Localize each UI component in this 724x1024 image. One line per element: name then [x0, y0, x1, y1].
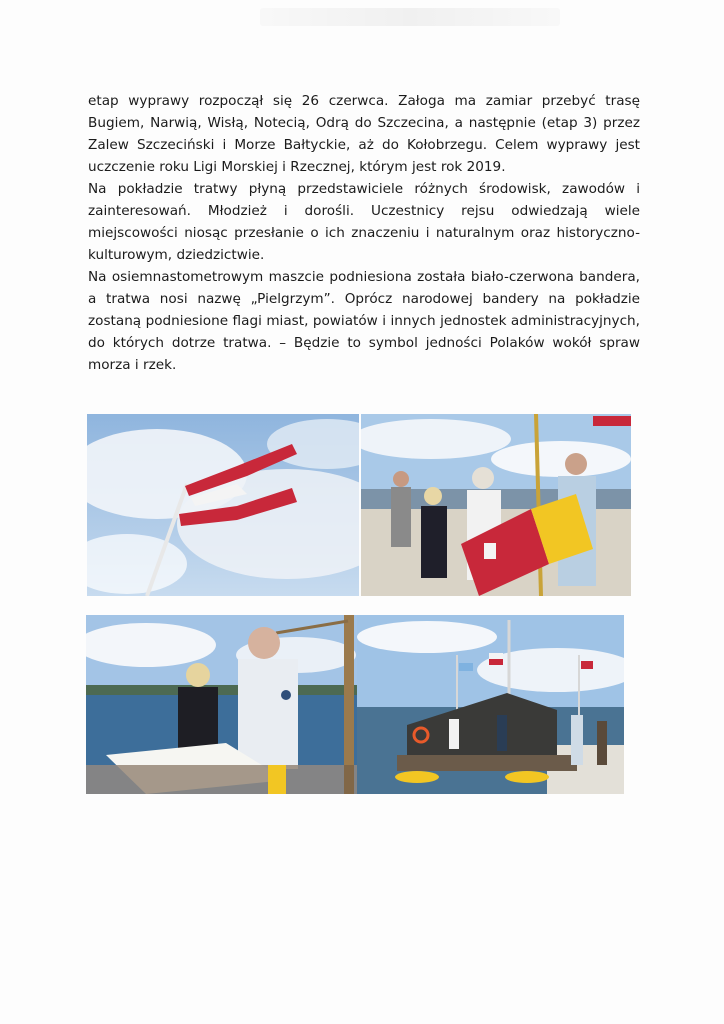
photo-people-reading-map — [86, 615, 357, 794]
paragraph-3: Na osiemnastometrowym maszcie podniesiona została biało-czerwona bandera, a tratwa nosi nazwę „Pielgrzym”. Oprócz narodowej bandery na pokładzie zostaną podniesione flagi miast, powiatów i innych jednostek administracyjnych, do których dotrze tratwa. – Będzie to symbol jedności Polaków wokół spraw morza i rzek. — [88, 269, 640, 373]
paragraph-2: Na pokładzie tratwy płyną przedstawiciele różnych środowisk, zawodów i zainteresowań. Młodzież i dorośli. Uczestnicy rejsu odwiedzają wiele miejscowości niosąc przesłanie o ich znaczeniu i naturalnym oraz historyczno-kulturowym, dziedzictwie. — [88, 181, 640, 263]
photo-flags-on-mast — [87, 414, 359, 596]
faded-header-artifact — [260, 8, 560, 26]
paragraph-1: etap wyprawy rozpoczął się 26 czerwca. Załoga ma zamiar przebyć trasę Bugiem, Narwią, Wisłą, Notecią, Odrą do Szczecina, a następnie (etap 3) przez Zalew Szczeciński i Morze Bałtyckie, aż do Kołobrzegu. Celem wyprawy jest uczczenie roku Ligi Morskiej i Rzecznej, którym jest rok 2019. — [88, 93, 640, 175]
photo-raft-on-river — [357, 615, 624, 794]
photo-people-with-flag — [361, 414, 631, 596]
body-text — [88, 90, 640, 376]
